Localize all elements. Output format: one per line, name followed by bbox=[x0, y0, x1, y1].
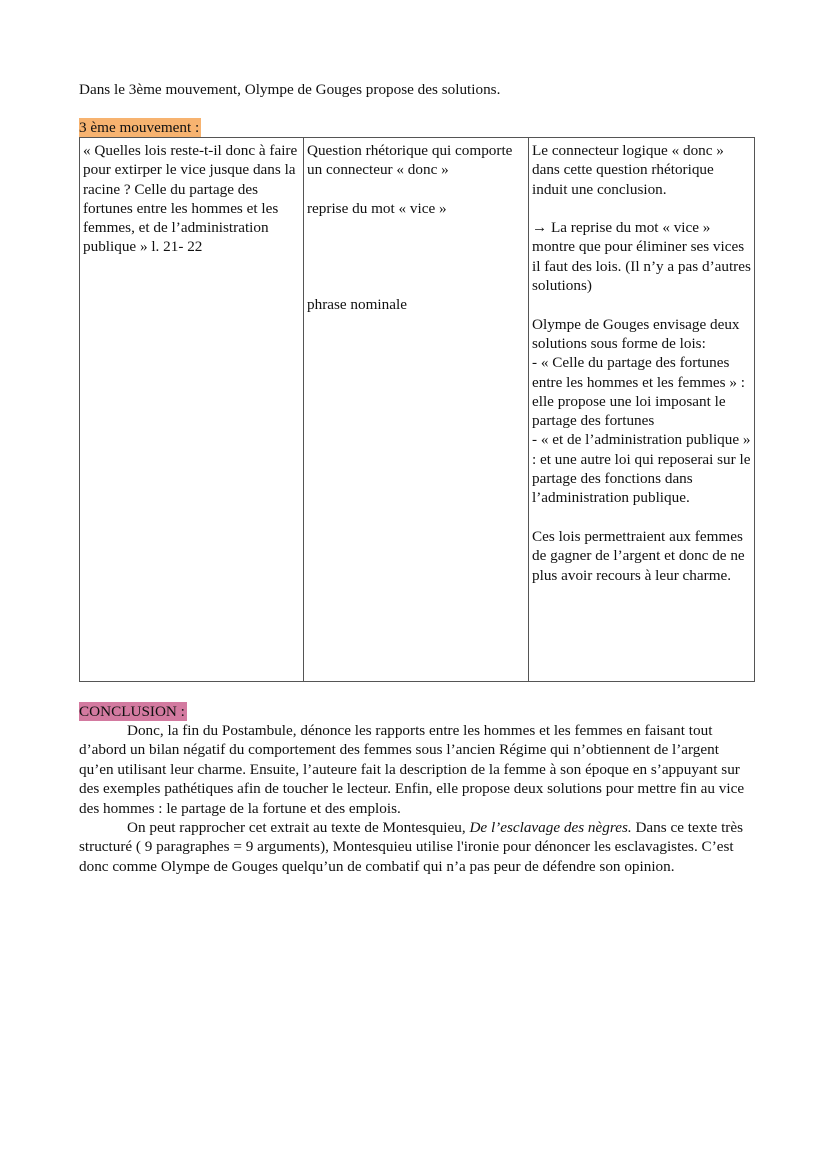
interpretation-cell bbox=[529, 138, 755, 682]
quote-cell bbox=[80, 138, 304, 682]
section-heading: 3 ème mouvement : bbox=[79, 119, 200, 136]
quote-text: « Quelles lois reste-t-il donc à faire pour extirper le vice jusque dans la racine ? Celle du partage des fortunes entre les hommes et les femmes, et de l’administration publique » l. 21- 22 bbox=[83, 142, 298, 256]
procede-3: phrase nominale bbox=[307, 296, 407, 314]
analysis-table bbox=[79, 137, 755, 682]
interpretation-3-item-2: - « et de l’administration publique » : et une autre loi qui reposerai sur le partage des fonctions dans l’administration publique. bbox=[532, 431, 751, 507]
para2-text-start: On peut rapprocher cet extrait au texte de Montesquieu, bbox=[127, 819, 470, 837]
para2-text-end: Dans ce texte très structuré ( 9 paragraphes = 9 arguments), Montesquieu utilise l'ironie pour dénoncer les esclavagistes. C’est donc comme Olympe de Gouges quelqu’un de combatif qui n’a pas peur de défendre son opinion. bbox=[79, 819, 743, 875]
intro-sentence: Dans le 3ème mouvement, Olympe de Gouges propose des solutions. bbox=[79, 81, 501, 98]
conclusion-paragraph-2 bbox=[79, 818, 747, 876]
conclusion-body bbox=[79, 721, 747, 876]
procede-1: Question rhétorique qui comporte un connecteur « donc » bbox=[307, 142, 513, 179]
interpretation-3-item-1: - « Celle du partage des fortunes entre les hommes et les femmes » : elle propose une loi imposant le partage des fortunes bbox=[532, 354, 745, 430]
table-row bbox=[80, 138, 755, 682]
interpretation-3-intro: Olympe de Gouges envisage deux solutions sous forme de lois: bbox=[532, 315, 740, 352]
book-title: De l’esclavage des nègres. bbox=[469, 819, 632, 837]
interpretation-1: Le connecteur logique « donc » dans cette question rhétorique induit une conclusion. bbox=[532, 142, 724, 198]
conclusion-heading: CONCLUSION : bbox=[79, 703, 185, 720]
interpretation-4: Ces lois permettraient aux femmes de gagner de l’argent et donc de ne plus avoir recours à leur charme. bbox=[532, 527, 745, 584]
interpretation-2: → La reprise du mot « vice » montre que pour éliminer ses vices il faut des lois. (Il n’y a pas d’autres solutions) bbox=[532, 219, 751, 295]
procede-cell bbox=[304, 138, 529, 682]
procede-2: reprise du mot « vice » bbox=[307, 199, 447, 217]
conclusion-paragraph-1: Donc, la fin du Postambule, dénonce les rapports entre les hommes et les femmes en faisant tout d’abord un bilan négatif du comportement des femmes sous l’ancien Régime qui n’obtiennent de l’argent qu’en utilisant leur charme. Ensuite, l’auteure fait la description de la femme à son époque en s’appuyant sur des exemples pathétiques afin de toucher le lecteur. Enfin, elle propose deux solutions pour mettre fin au vice des hommes : le partage de la fortune et des emplois. bbox=[79, 722, 745, 817]
